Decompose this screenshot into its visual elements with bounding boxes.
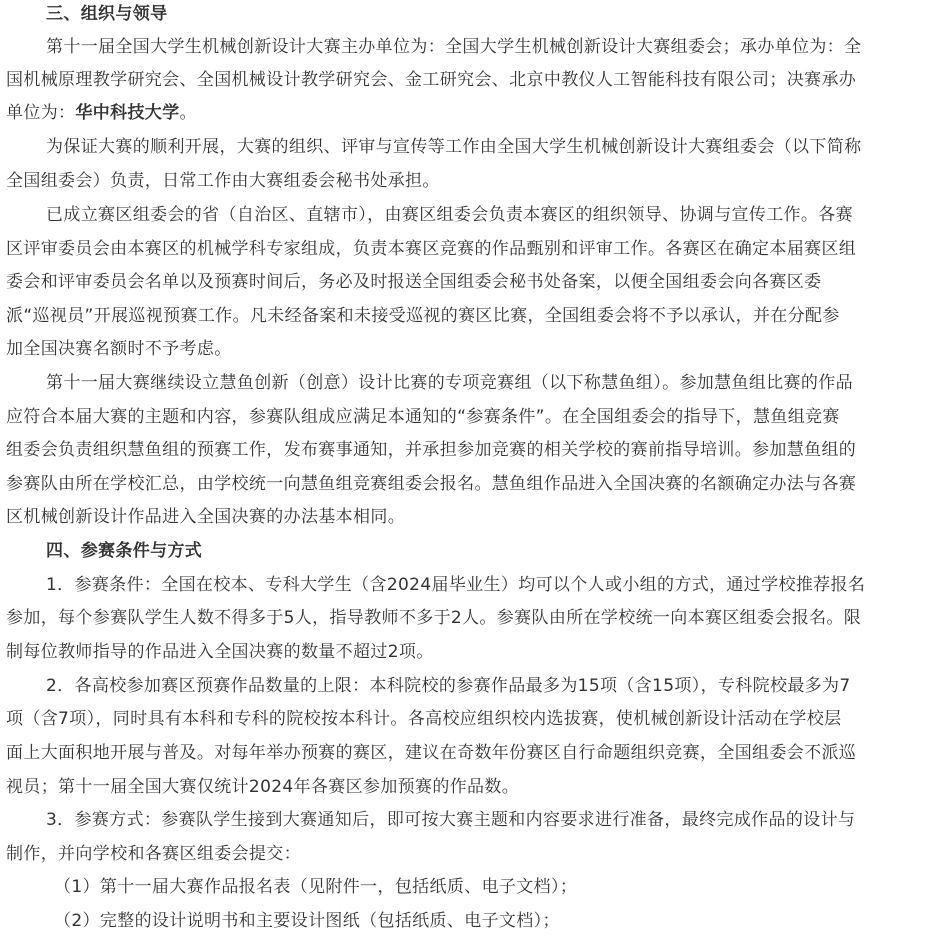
- paragraph-line: 加全国决赛名额时不予考虑。: [6, 339, 232, 359]
- paragraph-line: [6, 96, 934, 130]
- host-university-bold: 华中科技大学: [75, 103, 180, 123]
- paragraph-line: 制作，并向学校和各赛区组委会提交：: [6, 844, 301, 864]
- paragraph-line: 国机械原理教学研究会、全国机械设计教学研究会、金工研究会、北京中教仪人工智能科技有限公司；决赛承办: [6, 70, 857, 90]
- paragraph-line: 面上大面积地开展与普及。对每年举办预赛的赛区，建议在奇数年份赛区自行命题组织竞赛，全国组委会不派巡: [6, 743, 857, 763]
- paragraph-line: 委会和评审委员会名单以及预赛时间后，务必及时报送全国组委会秘书处备案，以便全国组委会向各赛区委: [6, 272, 822, 292]
- paragraph-line: 视员；第十一届全国大赛仅统计2024年各赛区参加预赛的作品数。: [6, 777, 520, 797]
- paragraph-line: 3．参赛方式：参赛队学生接到大赛通知后，即可按大赛主题和内容要求进行准备，最终完成作品的设计与: [46, 810, 856, 830]
- paragraph-line: 制每位教师指导的作品进入全国决赛的数量不超过2项。: [6, 642, 434, 662]
- paragraph-line: 1．参赛条件：全国在校本、专科大学生（含2024届毕业生）均可以个人或小组的方式，通过学校推荐报名: [46, 575, 866, 595]
- text-span: 单位为：: [6, 103, 76, 123]
- paragraph-line: 参赛队由所在学校汇总，由学校统一向慧鱼组竞赛组委会报名。慧鱼组作品进入全国决赛的名额确定办法与各赛: [6, 474, 857, 494]
- paragraph-line: 已成立赛区组委会的省（自治区、直辖市），由赛区组委会负责本赛区的组织领导、协调与宣传工作。各赛: [46, 205, 853, 225]
- paragraph-line: 组委会负责组织慧鱼组的预赛工作，发布赛事通知，并承担参加竞赛的相关学校的赛前指导培训。参加慧鱼组的: [6, 440, 857, 460]
- list-item: （2）完整的设计说明书和主要设计图纸（包括纸质、电子文档）；: [54, 911, 560, 931]
- paragraph-line: 项（含7项），同时具有本科和专科的院校按本科计。各高校应组织校内选拔赛，使机械创新设计活动在学校层: [6, 709, 842, 729]
- section-heading: 四、参赛条件与方式: [46, 541, 203, 561]
- paragraph-line: 第十一届大赛继续设立慧鱼创新（创意）设计比赛的专项竞赛组（以下称慧鱼组）。参加慧鱼组比赛的作品: [46, 373, 853, 393]
- list-item: （1）第十一届大赛作品报名表（见附件一，包括纸质、电子文档）；: [54, 877, 578, 897]
- paragraph-line: 参加，每个参赛队学生人数不得多于5人，指导教师不多于2人。参赛队由所在学校统一向本赛区组委会报名。限: [6, 608, 862, 628]
- paragraph-line: 派“巡视员”开展巡视预赛工作。凡未经备案和未接受巡视的赛区比赛，全国组委会将不予以承认，并在分配参: [6, 306, 840, 326]
- paragraph-line: 应符合本届大赛的主题和内容，参赛队组成应满足本通知的“参赛条件”。在全国组委会的指导下，慧鱼组竞赛: [6, 407, 840, 427]
- section-heading: 三、组织与领导: [46, 4, 168, 24]
- paragraph-line: 第十一届全国大学生机械创新设计大赛主办单位为：全国大学生机械创新设计大赛组委会；承办单位为：全: [46, 37, 862, 57]
- paragraph-line: 全国组委会）负责，日常工作由大赛组委会秘书处承担。: [6, 171, 440, 191]
- paragraph-line: 为保证大赛的顺利开展，大赛的组织、评审与宣传等工作由全国大学生机械创新设计大赛组委会（以下简称: [46, 137, 862, 157]
- text-span: 。: [179, 103, 197, 123]
- paragraph-line: 区评审委员会由本赛区的机械学科专家组成，负责本赛区竞赛的作品甄别和评审工作。各赛区在确定本届赛区组: [6, 239, 857, 259]
- paragraph-line: 区机械创新设计作品进入全国决赛的办法基本相同。: [6, 507, 406, 527]
- paragraph-line: 2．各高校参加赛区预赛作品数量的上限：本科院校的参赛作品最多为15项（含15项），专科院校最多为7: [46, 676, 851, 696]
